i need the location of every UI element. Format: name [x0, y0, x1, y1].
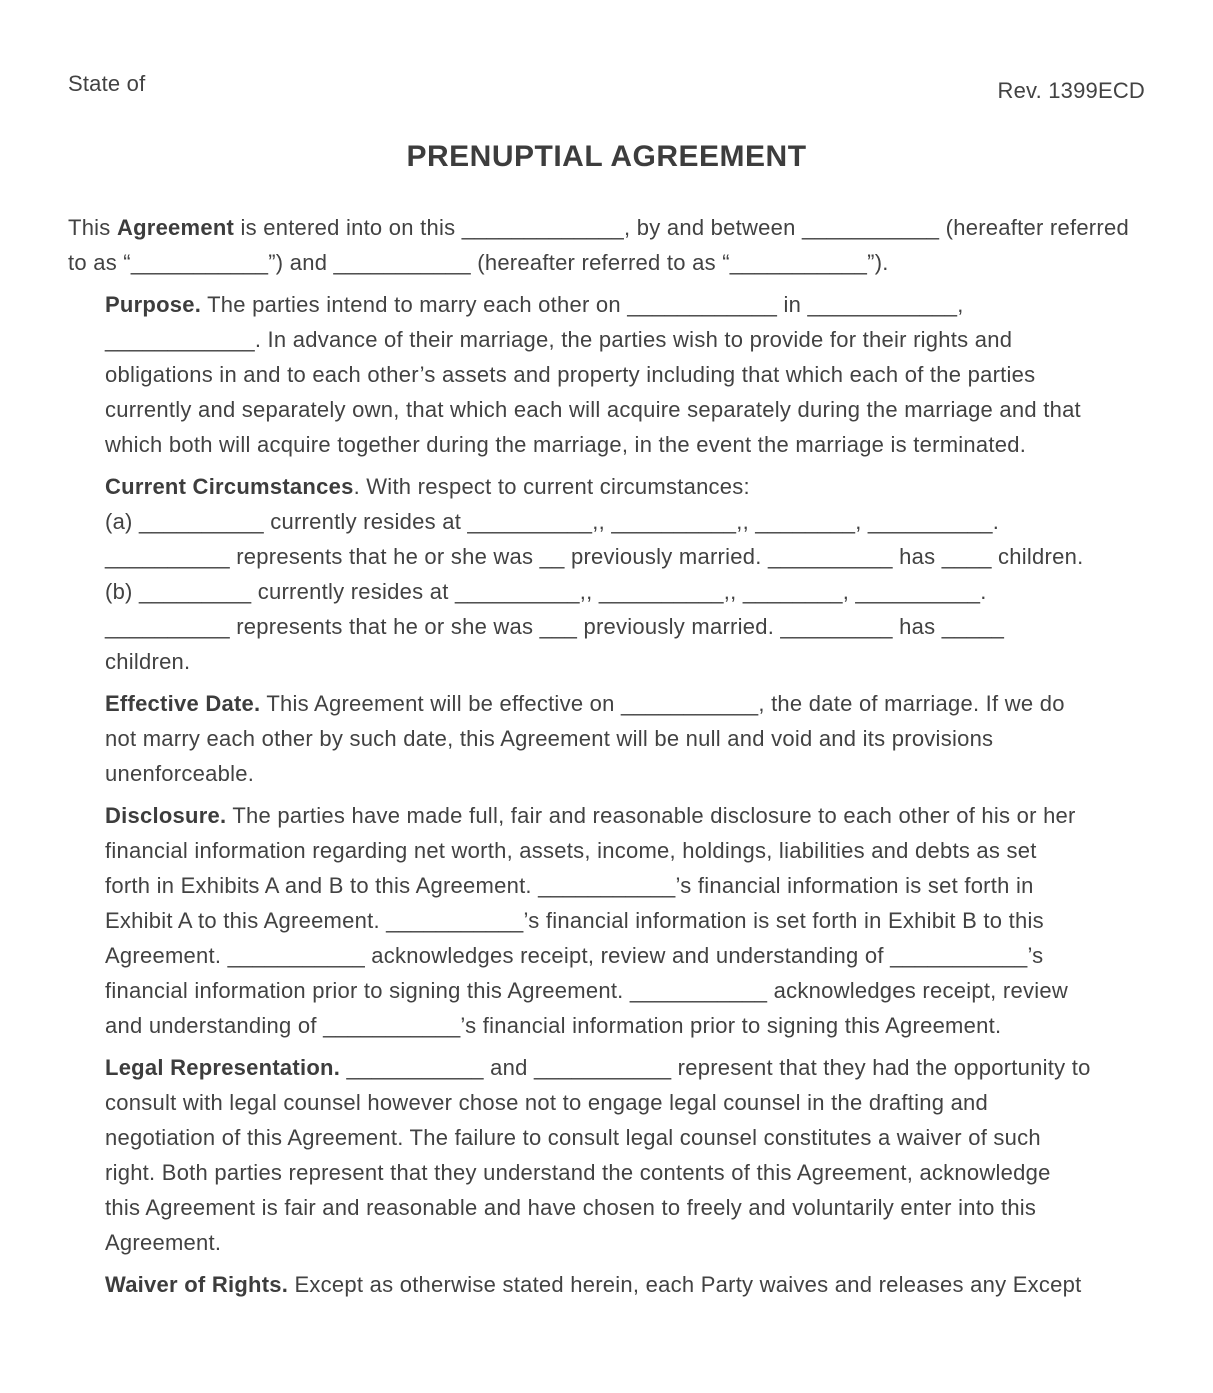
body-text: which both will acquire together during the marriage, in the event the marriage is terminated. — [105, 432, 1027, 457]
document-body — [0, 210, 1213, 1302]
document-line — [105, 322, 1173, 357]
section-heading-text: Legal Representation. — [105, 1055, 341, 1080]
document-line — [105, 574, 1173, 609]
body-text: forth in Exhibits A and B to this Agreement. ___________’s financial information is set forth in — [105, 873, 1034, 898]
body-text: (a) __________ currently resides at __________,, __________,, ________, __________. — [105, 509, 1000, 534]
body-text: not marry each other by such date, this Agreement will be null and void and its provisions — [105, 726, 994, 751]
document-line — [105, 644, 1173, 679]
section-heading-text: Effective Date. — [105, 691, 261, 716]
document-line — [105, 504, 1173, 539]
document-line — [105, 392, 1173, 427]
body-text: Exhibit A to this Agreement. ___________’s financial information is set forth in Exhibit B to this — [105, 908, 1044, 933]
body-text: currently and separately own, that which each will acquire separately during the marriage and that — [105, 397, 1081, 422]
document-line — [105, 539, 1173, 574]
document-line — [105, 973, 1173, 1008]
document-line — [105, 1190, 1173, 1225]
body-text: unenforceable. — [105, 761, 255, 786]
body-text: consult with legal counsel however chose not to engage legal counsel in the drafting and — [105, 1090, 989, 1115]
document-line — [105, 287, 1173, 322]
body-text: This Agreement will be effective on ___________, the date of marriage. If we do — [260, 691, 1065, 716]
body-text: negotiation of this Agreement. The failure to consult legal counsel constitutes a waiver of such — [105, 1125, 1041, 1150]
document-header — [0, 0, 1213, 104]
paragraph-waiver-of-rights — [68, 1267, 1173, 1302]
body-text: This — [68, 215, 117, 240]
document-line — [105, 469, 1173, 504]
section-heading-text: Purpose. — [105, 292, 202, 317]
document-line — [105, 721, 1173, 756]
document-line — [68, 245, 1173, 280]
body-text: The parties have made full, fair and reasonable disclosure to each other of his or her — [226, 803, 1076, 828]
body-text: __________ represents that he or she was ___ previously married. _________ has _____ — [105, 614, 1005, 639]
document-line — [105, 1120, 1173, 1155]
document-line — [105, 1085, 1173, 1120]
body-text: __________ represents that he or she was __ previously married. __________ has ____ children. — [105, 544, 1084, 569]
paragraph-effective-date — [68, 686, 1173, 791]
body-text: right. Both parties represent that they understand the contents of this Agreement, acknowledge — [105, 1160, 1051, 1185]
paragraph-disclosure — [68, 798, 1173, 1043]
document-line — [68, 210, 1173, 245]
body-text: is entered into on this _____________, by and between ___________ (hereafter referred — [234, 215, 1129, 240]
body-text: The parties intend to marry each other on ____________ in ____________, — [201, 292, 964, 317]
body-text: Agreement. ___________ acknowledges receipt, review and understanding of ___________’s — [105, 943, 1044, 968]
page-title: PRENUPTIAL AGREEMENT — [406, 140, 807, 173]
document-line — [105, 609, 1173, 644]
document-line — [105, 868, 1173, 903]
body-text: and understanding of ___________’s financial information prior to signing this Agreement. — [105, 1013, 1002, 1038]
body-text: ____________. In advance of their marriage, the parties wish to provide for their rights and — [105, 327, 1013, 352]
document-line — [105, 357, 1173, 392]
document-line — [105, 1267, 1173, 1302]
paragraph-legal-representation — [68, 1050, 1173, 1260]
paragraph-current-circumstances — [68, 469, 1173, 679]
state-label: State of — [68, 71, 146, 96]
body-text: (b) _________ currently resides at __________,, __________,, ________, __________. — [105, 579, 987, 604]
body-text: obligations in and to each other’s assets and property including that which each of the parties — [105, 362, 1036, 387]
document-line — [105, 1155, 1173, 1190]
section-heading-text: Current Circumstances — [105, 474, 354, 499]
paragraph-purpose — [68, 287, 1173, 462]
body-text: Except as otherwise stated herein, each Party waives and releases any Except — [288, 1272, 1082, 1297]
document-line — [105, 756, 1173, 791]
body-text: financial information regarding net worth, assets, income, holdings, liabilities and debts as set — [105, 838, 1037, 863]
body-text: Agreement. — [105, 1230, 222, 1255]
document-line — [105, 427, 1173, 462]
body-text: children. — [105, 649, 191, 674]
section-heading-text: Disclosure. — [105, 803, 227, 828]
document-line — [105, 1008, 1173, 1043]
document-line — [105, 1225, 1173, 1260]
paragraph-intro — [68, 210, 1173, 280]
document-line — [105, 938, 1173, 973]
document-line — [105, 686, 1173, 721]
body-text: this Agreement is fair and reasonable and have chosen to freely and voluntarily enter into this — [105, 1195, 1037, 1220]
body-text: to as “___________”) and ___________ (hereafter referred to as “___________”). — [68, 250, 889, 275]
body-text: . With respect to current circumstances: — [353, 474, 750, 499]
document-line — [105, 1050, 1173, 1085]
document-line — [105, 903, 1173, 938]
revision-label: Rev. 1399ECD — [997, 78, 1145, 103]
body-text: financial information prior to signing this Agreement. ___________ acknowledges receipt, review — [105, 978, 1068, 1003]
section-heading-text: Waiver of Rights. — [105, 1272, 289, 1297]
section-heading-text: Agreement — [116, 215, 235, 240]
document-line — [105, 798, 1173, 833]
body-text: ___________ and ___________ represent that they had the opportunity to — [340, 1055, 1091, 1080]
document-line — [105, 833, 1173, 868]
